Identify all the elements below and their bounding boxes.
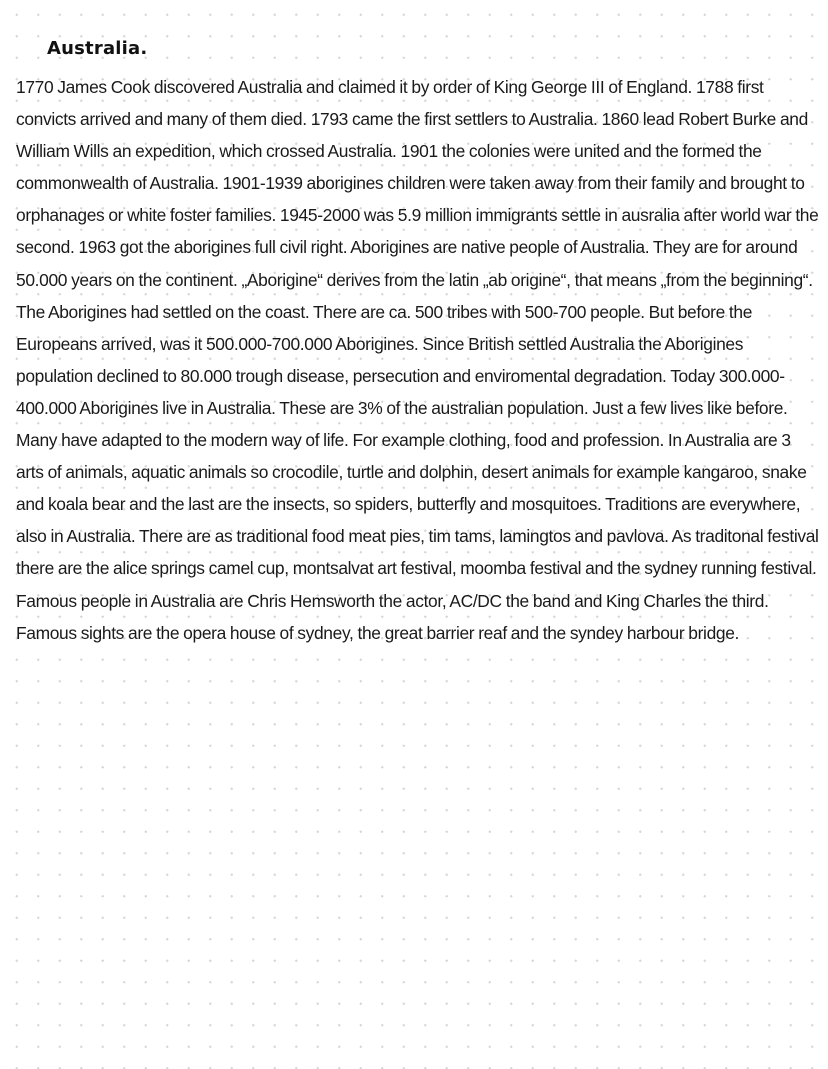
body-paragraph: 1770 James Cook discovered Australia and claimed it by order of King George III of England. 1788 first convicts arrived and many of them died. 1793 came the first settlers to Australia. 1860 lead Robert Burke and William Wills an expedition, which crossed Australia. 1901 the colonies were united and the formed the commonwealth of Australia. 1901-1939 aborigines children were taken away from their family and brought to orphanages or white foster families. 1945-2000 was 5.9 million immigrants settle in ausralia after world war the second. 1963 got the aborigines full civil right. Aborigines are native people of Australia. They are for around 50.000 years on the continent. „Aborigine“ derives from the latin „ab origine“, that means „from the beginning“. The Aborigines had settled on the coast. There are ca. 500 tribes with 500-700 people. But before the Europeans arrived, was it 500.000-700.000 Aborigines. Since British settled Australia the Aborigines population declined to 80.000 trough disease, persecution and enviromental degradation. Today 300.000-400.000 Aborigines live in Australia. These are 3% of the australian population. Just a few lives like before. Many have adapted to the modern way of life. For example clothing, food and profession. In Australia are 3 arts of animals, aquatic animals so crocodile, turtle and dolphin, desert animals for example kangaroo, snake and koala bear and the last are the insects, so spiders, butterfly and mosquitoes. Traditions are everywhere, also in Australia. There are as traditional food meat pies, tim tams, lamingtos and pavlova. As traditonal festival there are the alice springs camel cup, montsalvat art festival, moomba festival and the sydney running festival. Famous people in Australia are Chris Hemsworth the actor, AC/DC the band and King Charles the third. Famous sights are the opera house of sydney, the great barrier reaf and the syndey harbour bridge. <box>16 77 819 643</box>
page-title: Australia. <box>47 38 148 59</box>
